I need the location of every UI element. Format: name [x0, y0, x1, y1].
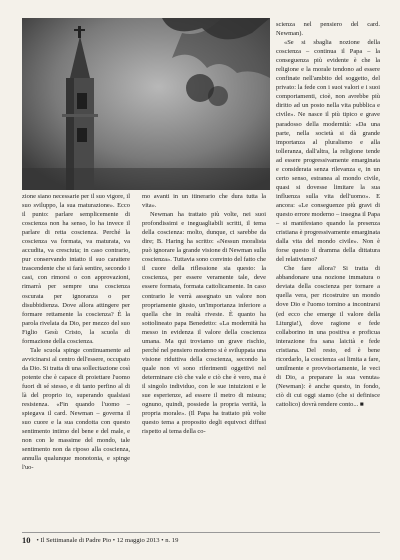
paragraph: «Se si sbaglia nozione della coscienza – continua il Papa – la conseguenza più evidente è che la religione e la morale tendono ad essere confinate nell'ambito del soggetto, del privato: la fede con i suoi valori e i suoi comportamenti, cioè, non avrebbe più diritto ad un posto nella vita pubblica e civile». Ne nasce il più tipico e grave paradosso della modernità: «Da una parte, nella società si dà grande importanza al pluralismo e alla tolleranza, dall'altra, la religione tende ad essere progressivamente emarginata e considerata senza rilevanza e, in un certo senso, estranea al mondo civile, quasi si dovesse limitare la sua influenza sulla vita dell'uomo». E ancora: «Le conseguenze più gravi di questo errore moderno – insegna il Papa – si manifestano quando la presenza cristiana è progressivamente emarginata dalla vita del mondo civile». Non è forse questo il dramma della dittatura del relativismo? [276, 39, 380, 264]
paragraph: Tale scuola spinge continuamente ad avvicinarsi al centro dell'essere, occupato da Dio. Si tratta di una sollecitazione così potente che è capace di proiettare l'uomo fuori di sé stesso, e di tanto perfino al di là del proprio io, superando qualsiasi resistenza. «Fin quando l'uomo – spiegava il card. Newman – governa il suo cuore e la sua condotta con questo sentimento intimo del bene e del male, e non con le massime del mondo, tale sentimento non da riposo alla coscienza, annulla qualunque monotonia, e spinge l'uo- [22, 346, 130, 472]
paragraph: Newman ha trattato più volte, nei suoi profondissimi e ineguagliabili scritti, il tema della coscienza: molto, dunque, ci sarebbe da dire; B. Haring ha scritto: «Nessun moralista può ignorare la grande visione di Newman sulla coscienza». Tuttavia sono convinto del fatto che il cuore della riflessione sia questo: la coscienza, per essere veramente tale, deve essere formata, formata cattolicamente. In caso contrario le verrà assegnato un valore non propriamente giusto, un'importanza inferiore a quella che in realtà riveste. È quanto ha sottolineato papa Benedetto: «La modernità ha messo in evidenza il valore della coscienza umana. Ma qui troviamo un grave rischio, perché nel pensiero moderno si è sviluppata una visione riduttiva della coscienza, secondo la quale non vi sono riferimenti oggettivi nel determinare ciò che vale e ciò che è vero, ma è il singolo individuo, con le sue intuizioni e le sue esperienze, ad essere il metro di misura; ognuno, quindi, possiede la propria verità, la propria morale». (Il Papa ha trattato più volte questo tema a proposito degli equivoci diffusi rispetto al tema della co- [142, 211, 266, 436]
church-tower-illustration [22, 18, 270, 190]
article-column-3 [276, 20, 380, 527]
article-column-1 [22, 192, 130, 527]
article-column-2 [142, 192, 266, 527]
paragraph: zione siano necessarie per il suo vigore, il suo sviluppo, la sua maturazione». Ecco il punto: parlare semplicemente di coscienza non ha senso, lo ha invece il parlare di retta coscienza. Perché la coscienza va formata, va maturata, va accudita, va cresciuta; in caso contrario, pur conservando intatto il suo carattere trascendente che si farà sentire, secondo i casi, con rimorsi o con approvazioni, rimarrà per sempre una coscienza oscurata per ignoranza o per disubbidienza. Dove allora attingere per formare rettamente la coscienza? È la parola rivelata da Dio, per mezzo del suo Figlio Gesù Cristo, la scuola di formazione della coscienza. [22, 193, 130, 345]
page-footer [22, 532, 380, 545]
paragraph: scienza nel pensiero del card. Newman). [276, 21, 380, 38]
paragraph: Che fare allora? Si tratta di abbandonare una nozione immatura o deviata della coscienza per tornare a quella vera, per ricostruire un mondo dove Dio e l'uomo tornino a incontrarsi (ed ecco che emerge il valore della Liturgia!), dove ragione e fede collaborino in una positiva e proficua interazione fra sana laicità e fede cristiana. Del resto, ed è bene ricordarlo, la coscienza «si limita a fare, umilmente e provvisoriamente, le veci di Dio, a preparare la sua venuta» (Newman): è anche questo, in fondo, ciò di cui oggi siamo (che si definisce cattolico) dovrà rendere conto... ■ [276, 265, 380, 408]
page-number: 10 [22, 535, 31, 545]
footer-publication-info: • Il Settimanale di Padre Pio • 12 maggio 2013 • n. 19 [36, 536, 179, 544]
paragraph: mo avanti in un itinerario che dura tutta la vita». [142, 193, 266, 210]
church-tower-photo [22, 18, 270, 190]
